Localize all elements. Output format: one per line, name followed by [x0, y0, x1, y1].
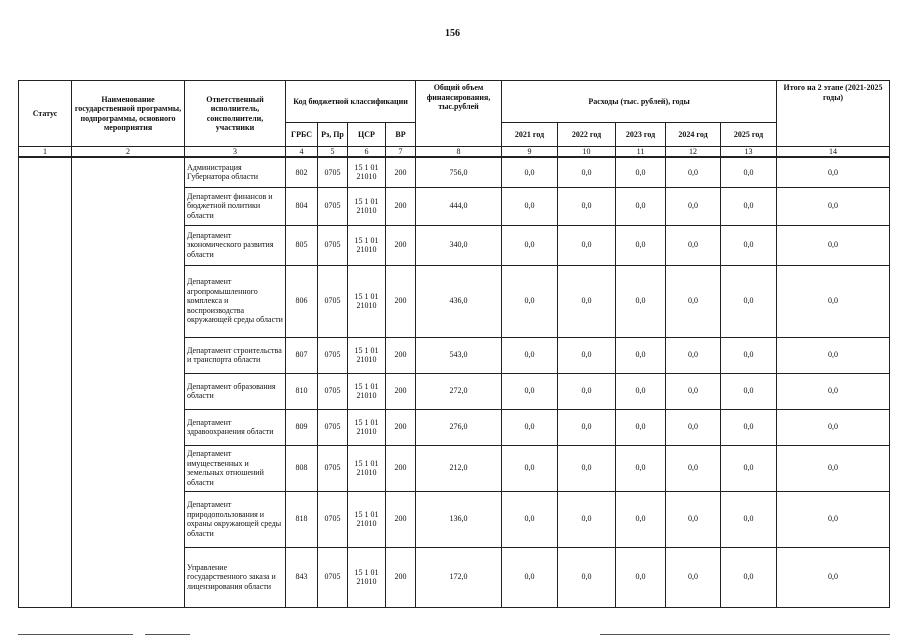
stage-cell: 0,0	[777, 265, 890, 337]
header-csr: ЦСР	[348, 123, 386, 147]
header-budget-code: Код бюджетной классификации	[286, 81, 416, 123]
column-number: 3	[185, 147, 286, 158]
column-number: 7	[386, 147, 416, 158]
column-number: 6	[348, 147, 386, 158]
stage-cell: 0,0	[777, 225, 890, 265]
csr-cell: 15 1 01 21010	[348, 445, 386, 491]
executor-cell: Департамент имущественных и земельных отношений области	[185, 445, 286, 491]
vr-cell: 200	[386, 373, 416, 409]
y2023-cell: 0,0	[616, 265, 666, 337]
y2023-cell: 0,0	[616, 187, 666, 225]
executor-cell: Управление государственного заказа и лицензирования области	[185, 547, 286, 607]
y2021-cell: 0,0	[502, 547, 558, 607]
footer-divider	[600, 634, 890, 635]
y2022-cell: 0,0	[558, 445, 616, 491]
column-number: 8	[416, 147, 502, 158]
table-body	[19, 157, 890, 607]
y2022-cell: 0,0	[558, 409, 616, 445]
y2021-cell: 0,0	[502, 337, 558, 373]
total-cell: 436,0	[416, 265, 502, 337]
grbs-cell: 806	[286, 265, 318, 337]
y2024-cell: 0,0	[666, 265, 721, 337]
rzpr-cell: 0705	[318, 409, 348, 445]
rzpr-cell: 0705	[318, 547, 348, 607]
y2023-cell: 0,0	[616, 337, 666, 373]
grbs-cell: 805	[286, 225, 318, 265]
grbs-cell: 818	[286, 491, 318, 547]
header-name: Наименование государственной программы, подпрограммы, основного мероприятия	[72, 81, 185, 147]
total-cell: 543,0	[416, 337, 502, 373]
vr-cell: 200	[386, 157, 416, 187]
stage-cell: 0,0	[777, 409, 890, 445]
stage-cell: 0,0	[777, 491, 890, 547]
header-year-2021: 2021 год	[502, 123, 558, 147]
rzpr-cell: 0705	[318, 225, 348, 265]
y2024-cell: 0,0	[666, 225, 721, 265]
y2022-cell: 0,0	[558, 547, 616, 607]
program-name-cell	[72, 157, 185, 607]
y2023-cell: 0,0	[616, 547, 666, 607]
csr-cell: 15 1 01 21010	[348, 491, 386, 547]
vr-cell: 200	[386, 547, 416, 607]
y2021-cell: 0,0	[502, 265, 558, 337]
vr-cell: 200	[386, 225, 416, 265]
column-number: 14	[777, 147, 890, 158]
total-cell: 136,0	[416, 491, 502, 547]
stage-cell: 0,0	[777, 157, 890, 187]
header-stage-total: Итого на 2 этапе (2021-2025 годы)	[777, 81, 890, 147]
stage-cell: 0,0	[777, 337, 890, 373]
y2024-cell: 0,0	[666, 491, 721, 547]
executor-cell: Департамент экономического развития области	[185, 225, 286, 265]
footer-divider	[18, 634, 133, 635]
y2025-cell: 0,0	[721, 187, 777, 225]
y2022-cell: 0,0	[558, 157, 616, 187]
y2021-cell: 0,0	[502, 373, 558, 409]
total-cell: 756,0	[416, 157, 502, 187]
y2025-cell: 0,0	[721, 337, 777, 373]
header-status: Статус	[19, 81, 72, 147]
y2023-cell: 0,0	[616, 225, 666, 265]
y2024-cell: 0,0	[666, 445, 721, 491]
footer-divider	[145, 634, 190, 635]
vr-cell: 200	[386, 491, 416, 547]
rzpr-cell: 0705	[318, 373, 348, 409]
executor-cell: Департамент строительства и транспорта области	[185, 337, 286, 373]
vr-cell: 200	[386, 409, 416, 445]
header-year-2022: 2022 год	[558, 123, 616, 147]
rzpr-cell: 0705	[318, 187, 348, 225]
column-number: 4	[286, 147, 318, 158]
column-number: 13	[721, 147, 777, 158]
total-cell: 172,0	[416, 547, 502, 607]
y2025-cell: 0,0	[721, 265, 777, 337]
y2023-cell: 0,0	[616, 409, 666, 445]
y2021-cell: 0,0	[502, 445, 558, 491]
column-number: 5	[318, 147, 348, 158]
csr-cell: 15 1 01 21010	[348, 409, 386, 445]
status-cell	[19, 157, 72, 607]
y2024-cell: 0,0	[666, 337, 721, 373]
grbs-cell: 804	[286, 187, 318, 225]
header-total: Общий объем финансирования, тыс.рублей	[416, 81, 502, 147]
total-cell: 276,0	[416, 409, 502, 445]
csr-cell: 15 1 01 21010	[348, 337, 386, 373]
grbs-cell: 843	[286, 547, 318, 607]
rzpr-cell: 0705	[318, 265, 348, 337]
rzpr-cell: 0705	[318, 337, 348, 373]
executor-cell: Департамент финансов и бюджетной политики области	[185, 187, 286, 225]
y2021-cell: 0,0	[502, 187, 558, 225]
y2022-cell: 0,0	[558, 491, 616, 547]
column-number: 9	[502, 147, 558, 158]
y2021-cell: 0,0	[502, 491, 558, 547]
page-number: 156	[445, 28, 460, 39]
rzpr-cell: 0705	[318, 445, 348, 491]
executor-cell: Администрация Губернатора области	[185, 157, 286, 187]
total-cell: 272,0	[416, 373, 502, 409]
csr-cell: 15 1 01 21010	[348, 225, 386, 265]
rzpr-cell: 0705	[318, 491, 348, 547]
vr-cell: 200	[386, 187, 416, 225]
y2025-cell: 0,0	[721, 409, 777, 445]
executor-cell: Департамент здравоохранения области	[185, 409, 286, 445]
y2024-cell: 0,0	[666, 157, 721, 187]
rzpr-cell: 0705	[318, 157, 348, 187]
y2024-cell: 0,0	[666, 409, 721, 445]
header-year-2024: 2024 год	[666, 123, 721, 147]
y2021-cell: 0,0	[502, 157, 558, 187]
header-year-2025: 2025 год	[721, 123, 777, 147]
executor-cell: Департамент агропромышленного комплекса и воспроизводства окружающей среды области	[185, 265, 286, 337]
stage-cell: 0,0	[777, 445, 890, 491]
total-cell: 444,0	[416, 187, 502, 225]
column-number: 11	[616, 147, 666, 158]
executor-cell: Департамент природопользования и охраны окружающей среды области	[185, 491, 286, 547]
executor-cell: Департамент образования области	[185, 373, 286, 409]
csr-cell: 15 1 01 21010	[348, 265, 386, 337]
y2025-cell: 0,0	[721, 157, 777, 187]
y2023-cell: 0,0	[616, 157, 666, 187]
y2024-cell: 0,0	[666, 547, 721, 607]
y2023-cell: 0,0	[616, 445, 666, 491]
total-cell: 212,0	[416, 445, 502, 491]
column-number: 12	[666, 147, 721, 158]
csr-cell: 15 1 01 21010	[348, 187, 386, 225]
grbs-cell: 809	[286, 409, 318, 445]
csr-cell: 15 1 01 21010	[348, 157, 386, 187]
budget-table	[18, 80, 890, 608]
grbs-cell: 808	[286, 445, 318, 491]
vr-cell: 200	[386, 445, 416, 491]
column-number: 2	[72, 147, 185, 158]
stage-cell: 0,0	[777, 373, 890, 409]
y2025-cell: 0,0	[721, 445, 777, 491]
column-number: 10	[558, 147, 616, 158]
stage-cell: 0,0	[777, 187, 890, 225]
y2022-cell: 0,0	[558, 373, 616, 409]
header-vr: ВР	[386, 123, 416, 147]
grbs-cell: 810	[286, 373, 318, 409]
y2025-cell: 0,0	[721, 547, 777, 607]
header-executor: Ответственный исполнитель, соисполнители, участники	[185, 81, 286, 147]
y2025-cell: 0,0	[721, 373, 777, 409]
y2023-cell: 0,0	[616, 373, 666, 409]
y2022-cell: 0,0	[558, 337, 616, 373]
vr-cell: 200	[386, 337, 416, 373]
y2024-cell: 0,0	[666, 373, 721, 409]
y2025-cell: 0,0	[721, 491, 777, 547]
stage-cell: 0,0	[777, 547, 890, 607]
y2022-cell: 0,0	[558, 265, 616, 337]
vr-cell: 200	[386, 265, 416, 337]
column-number-row	[19, 147, 890, 158]
table-row	[19, 157, 890, 187]
header-grbs: ГРБС	[286, 123, 318, 147]
y2023-cell: 0,0	[616, 491, 666, 547]
grbs-cell: 802	[286, 157, 318, 187]
csr-cell: 15 1 01 21010	[348, 373, 386, 409]
header-expenses: Расходы (тыс. рублей), годы	[502, 81, 777, 123]
csr-cell: 15 1 01 21010	[348, 547, 386, 607]
header-rzpr: Рз, Пр	[318, 123, 348, 147]
grbs-cell: 807	[286, 337, 318, 373]
y2022-cell: 0,0	[558, 225, 616, 265]
column-number: 1	[19, 147, 72, 158]
y2024-cell: 0,0	[666, 187, 721, 225]
total-cell: 340,0	[416, 225, 502, 265]
header-year-2023: 2023 год	[616, 123, 666, 147]
y2025-cell: 0,0	[721, 225, 777, 265]
y2021-cell: 0,0	[502, 225, 558, 265]
y2021-cell: 0,0	[502, 409, 558, 445]
y2022-cell: 0,0	[558, 187, 616, 225]
